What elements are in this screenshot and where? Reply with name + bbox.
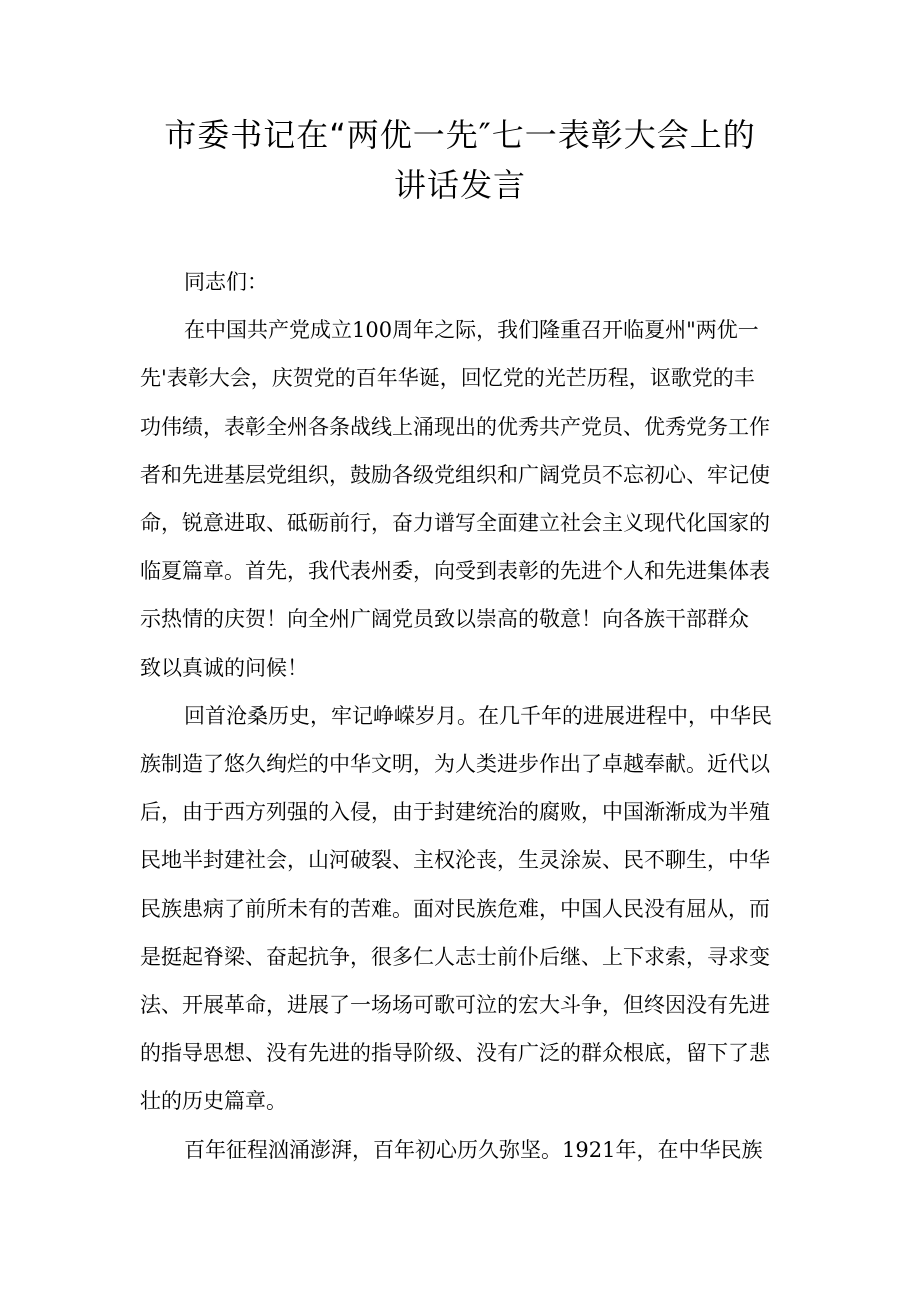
paragraph-line: 族制造了悠久绚烂的中华文明，为人类进步作出了卓越奉献。近代以 [140,752,770,777]
paragraph-line: 功伟绩，表彰全州各条战线上涌现出的优秀共产党员、优秀党务工作 [140,414,770,439]
paragraph-line: 民族患病了前所未有的苦难。面对民族危难，中国人民没有屈从，而 [140,896,770,921]
paragraph-line: 法、开展革命，进展了一场场可歌可泣的宏大斗争，但终因没有先进 [140,993,770,1018]
paragraph-line: 致以真诚的问候！ [140,655,308,680]
paragraph-line: 百年征程汹涌澎湃，百年初心历久弥坚。1921年，在中华民族 [184,1137,763,1162]
salutation: 同志们： [184,270,268,294]
title-line-1: 市委书记在“两优一先″七一表彰大会上的 [164,116,756,154]
paragraph-3 [140,1126,780,1174]
paragraph-line: 先'表彰大会，庆贺党的百年华诞，回忆党的光芒历程，讴歌党的丰 [140,366,755,391]
paragraph-line: 示热情的庆贺！向全州广阔党员致以崇高的敬意！向各族干部群众 [140,607,749,632]
paragraph-line: 壮的历史篇章。 [140,1089,287,1114]
paragraph-2 [140,692,780,1126]
paragraph-line: 回首沧桑历史，牢记峥嵘岁月。在几千年的进展进程中，中华民 [184,703,772,728]
paragraph-line: 民地半封建社会，山河破裂、主权沦丧，生灵涂炭、民不聊生，中华 [140,848,770,873]
paragraph-line: 后，由于西方列强的入侵，由于封建统治的腐败，中国渐渐成为半殖 [140,800,770,825]
paragraph-line: 者和先进基层党组织，鼓励各级党组织和广阔党员不忘初心、牢记使 [140,462,770,487]
paragraph-1 [140,306,780,692]
title-line-2: 讲话发言 [393,166,526,204]
paragraph-line: 命，锐意进取、砥砺前行，奋力谱写全面建立社会主义现代化国家的 [140,511,770,536]
paragraph-line: 的指导思想、没有先进的指导阶级、没有广泛的群众根底，留下了悲 [140,1041,770,1066]
paragraph-line: 是挺起脊梁、奋起抗争，很多仁人志士前仆后继、上下求索，寻求变 [140,944,770,969]
document-body [140,258,780,1174]
paragraph-line: 在中国共产党成立100周年之际，我们隆重召开临夏州"两优一 [184,318,759,343]
document-title [120,110,800,210]
paragraph-line: 临夏篇章。首先，我代表州委，向受到表彰的先进个人和先进集体表 [140,559,770,584]
